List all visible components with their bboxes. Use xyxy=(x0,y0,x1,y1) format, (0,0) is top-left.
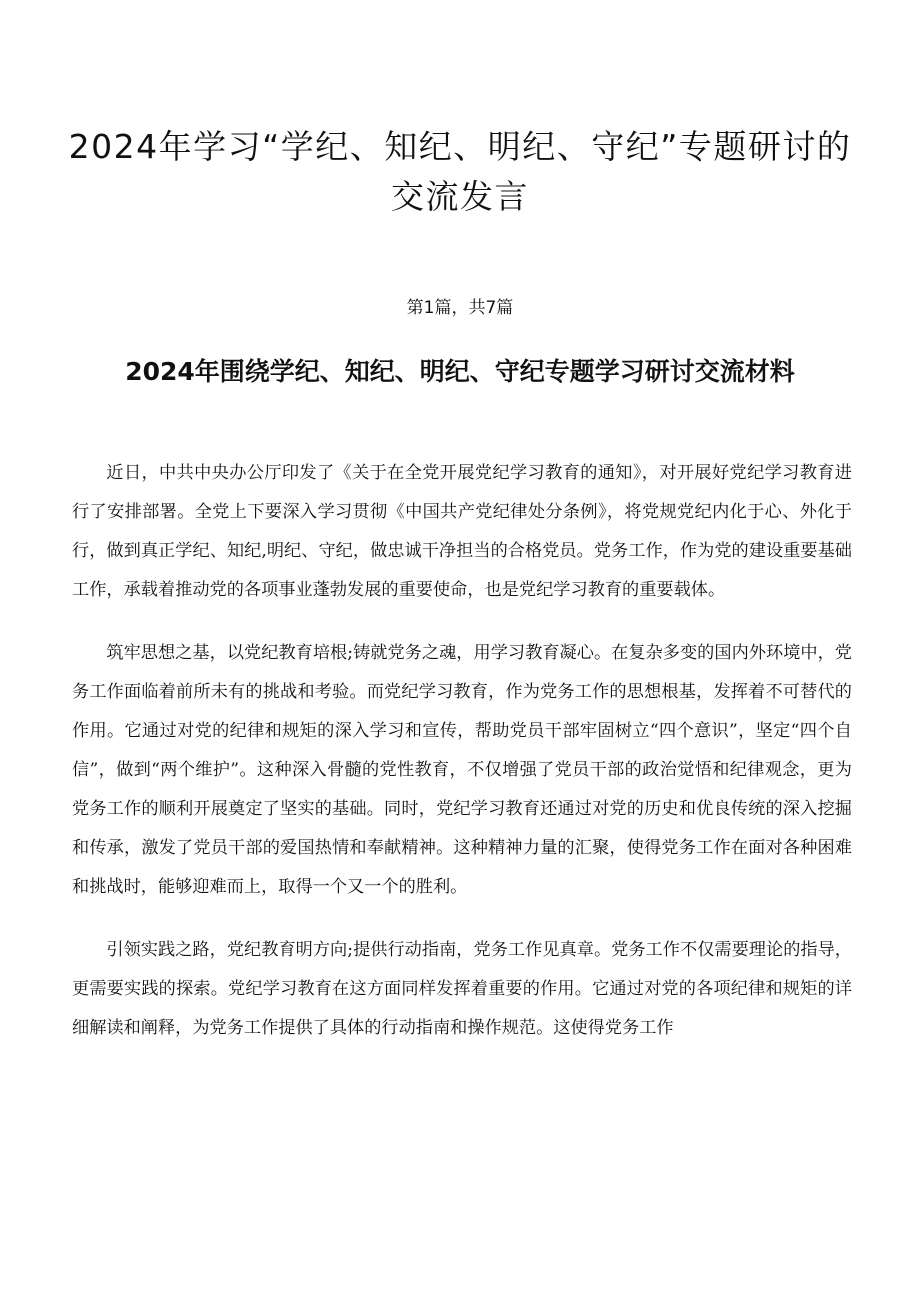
body-text xyxy=(72,454,852,1072)
paragraph-3: 引领实践之路，党纪教育明方向;提供行动指南，党务工作见真章。党务工作不仅需要理论的指导，更需要实践的探索。党纪学习教育在这方面同样发挥着重要的作用。它通过对党的各项纪律和规矩的详细解读和阐释，为党务工作提供了具体的行动指南和操作规范。这使得党务工作 xyxy=(72,940,852,1038)
paragraph-2: 筑牢思想之基，以党纪教育培根;铸就党务之魂，用学习教育凝心。在复杂多变的国内外环境中，党务工作面临着前所未有的挑战和考验。而党纪学习教育，作为党务工作的思想根基，发挥着不可替代的作用。它通过对党的纪律和规矩的深入学习和宣传，帮助党员干部牢固树立“四个意识”，坚定“四个自信”，做到“两个维护”。这种深入骨髓的党性教育，不仅增强了党员干部的政治觉悟和纪律观念，更为党务工作的顺利开展奠定了坚实的基础。同时，党纪学习教育还通过对党的历史和优良传统的深入挖掘和传承，激发了党员干部的爱国热情和奉献精神。这种精神力量的汇聚，使得党务工作在面对各种困难和挑战时，能够迎难而上，取得一个又一个的胜利。 xyxy=(72,643,852,897)
section-title: 2024年围绕学纪、知纪、明纪、守纪专题学习研讨交流材料 xyxy=(125,357,795,386)
part-label: 第1篇，共7篇 xyxy=(406,298,514,318)
paragraph-1: 近日，中共中央办公厅印发了《关于在全党开展党纪学习教育的通知》，对开展好党纪学习教育进行了安排部署。全党上下要深入学习贯彻《中国共产党纪律处分条例》，将党规党纪内化于心、外化于行，做到真正学纪、知纪,明纪、守纪，做忠诚干净担当的合格党员。党务工作，作为党的建设重要基础工作，承载着推动党的各项事业蓬勃发展的重要使命，也是党纪学习教育的重要载体。 xyxy=(72,463,852,600)
document-title: 2024年学习“学纪、知纪、明纪、守纪”专题研讨的交流发言 xyxy=(68,127,852,216)
